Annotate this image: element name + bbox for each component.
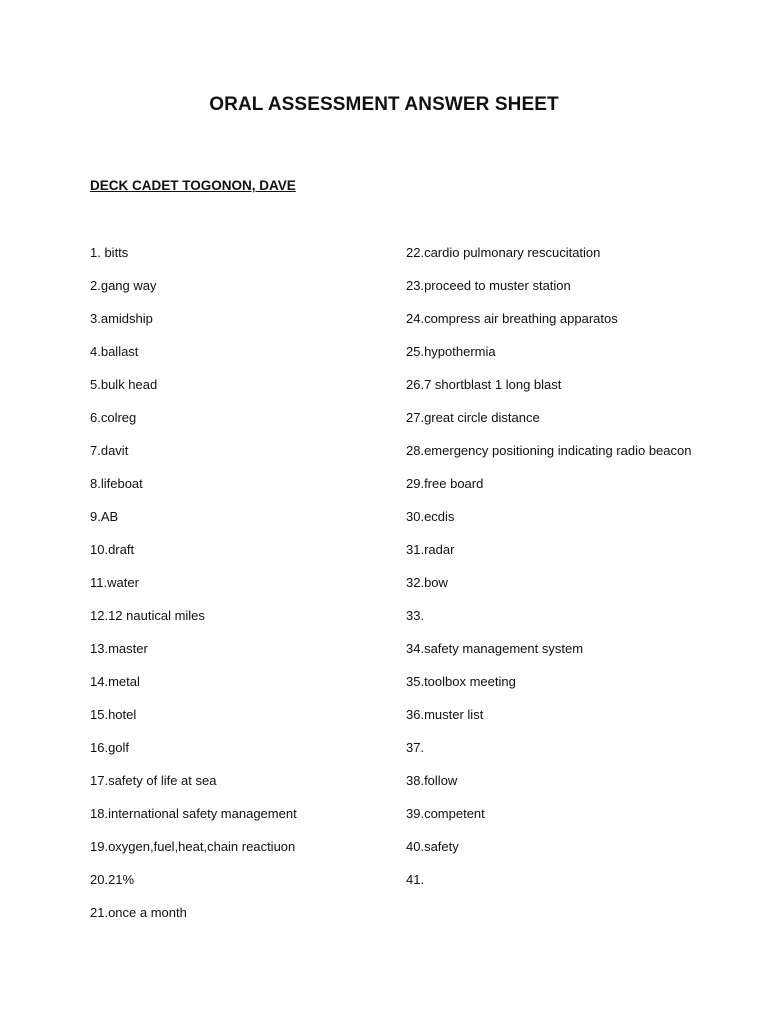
answer-item: 28.emergency positioning indicating radio beacon: [406, 443, 692, 458]
answer-item: 16.golf: [90, 740, 130, 755]
answer-item: 30.ecdis: [406, 509, 455, 524]
answer-item: 39.competent: [406, 806, 485, 821]
answer-item: 19.oxygen,fuel,heat,chain reactiuon: [90, 839, 296, 854]
answer-item: 22.cardio pulmonary rescucitation: [406, 245, 601, 260]
answer-item: 2.gang way: [90, 278, 157, 293]
answer-item: 25.hypothermia: [406, 344, 496, 359]
answer-item: 35.toolbox meeting: [406, 674, 516, 689]
answer-item: 38.follow: [406, 773, 458, 788]
answer-item: 29.free board: [406, 476, 484, 491]
page-title: ORAL ASSESSMENT ANSWER SHEET: [209, 94, 559, 115]
answer-item: 1. bitts: [90, 245, 129, 260]
answer-item: 36.muster list: [406, 707, 484, 722]
answer-item: 13.master: [90, 641, 148, 656]
answer-item: 11.water: [90, 575, 139, 590]
answer-item: 26.7 shortblast 1 long blast: [406, 377, 562, 392]
answers-right-column: [406, 243, 706, 890]
answer-item: 12.12 nautical miles: [90, 608, 205, 623]
answer-item: 7.davit: [90, 443, 129, 458]
answer-item: 40.safety: [406, 839, 459, 854]
answer-item: 18.international safety management: [90, 806, 297, 821]
answers-left-column: [90, 243, 390, 923]
answer-item: 17.safety of life at sea: [90, 773, 217, 788]
answer-item: 24.compress air breathing apparatos: [406, 311, 618, 326]
answer-item: 31.radar: [406, 542, 455, 557]
answer-item: 8.lifeboat: [90, 476, 143, 491]
student-name: DECK CADET TOGONON, DAVE: [90, 178, 296, 193]
answer-item: 23.proceed to muster station: [406, 278, 571, 293]
answer-item: 21.once a month: [90, 905, 187, 920]
answer-item: 9.AB: [90, 509, 119, 524]
answer-item: 33.: [406, 608, 425, 623]
answer-item: 27.great circle distance: [406, 410, 540, 425]
answer-item: 15.hotel: [90, 707, 137, 722]
answer-item: 14.metal: [90, 674, 140, 689]
answer-item: 6.colreg: [90, 410, 137, 425]
answer-item: 41.: [406, 872, 425, 887]
answer-item: 32.bow: [406, 575, 448, 590]
answer-item: 34.safety management system: [406, 641, 584, 656]
answer-item: 10.draft: [90, 542, 135, 557]
answer-item: 5.bulk head: [90, 377, 158, 392]
answer-item: 37.: [406, 740, 425, 755]
answer-item: 20.21%: [90, 872, 135, 887]
answer-item: 4.ballast: [90, 344, 139, 359]
answer-item: 3.amidship: [90, 311, 153, 326]
